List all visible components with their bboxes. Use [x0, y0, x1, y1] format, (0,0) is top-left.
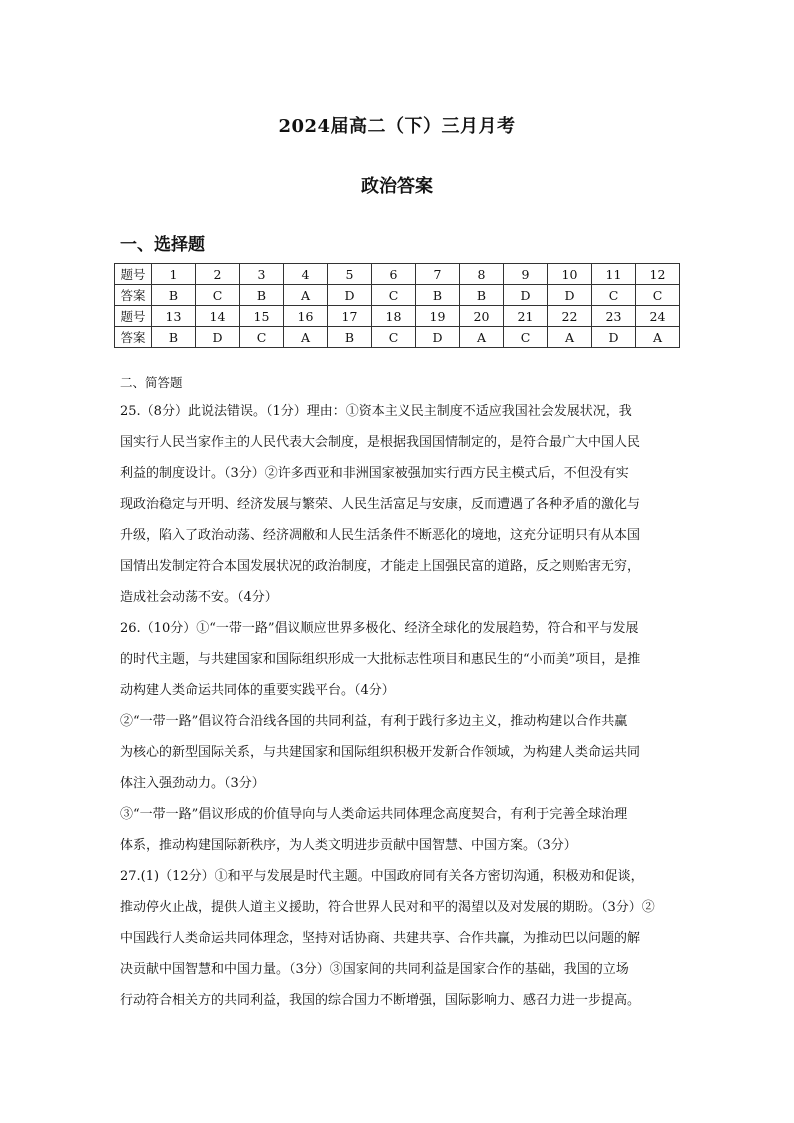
text-line: 升级，陷入了政治动荡、经济凋敝和人民生活条件不断恶化的境地，这充分证明只有从本国 [120, 528, 641, 543]
text-line: 体系，推动构建国际新秩序，为人类文明进步贡献中国智慧、中国方案。（3分） [120, 838, 577, 853]
table-cell: 13 [152, 306, 196, 327]
table-cell: C [372, 285, 416, 306]
table-cell: D [416, 327, 460, 348]
text-line: ③“一带一路”倡议形成的价值导向与人类命运共同体理念高度契合，有利于完善全球治理 [120, 807, 628, 822]
answer-table [114, 263, 680, 348]
text-line: 中国践行人类命运共同体理念，坚持对话协商、共建共享、合作共赢，为推动巴以问题的解 [120, 931, 641, 946]
table-cell: 6 [372, 264, 416, 285]
text-line: 为核心的新型国际关系，与共建国家和国际组织积极开发新合作领域，为构建人类命运共同 [120, 745, 641, 760]
text-line: 现政治稳定与开明、经济发展与繁荣、人民生活富足与安康，反而遭遇了各种矛盾的激化与 [120, 497, 641, 512]
table-cell: A [460, 327, 504, 348]
table-cell: B [416, 285, 460, 306]
row-header: 答案 [115, 285, 152, 306]
table-cell: D [328, 285, 372, 306]
table-cell: 8 [460, 264, 504, 285]
table-cell: 23 [592, 306, 636, 327]
text-line: 行动符合相关方的共同利益，我国的综合国力不断增强，国际影响力、感召力进一步提高。 [120, 993, 641, 1008]
table-cell: B [460, 285, 504, 306]
text-line: 推动停火止战，提供人道主义援助，符合世界人民对和平的渴望以及对发展的期盼。（3分）② [120, 900, 655, 915]
table-cell: A [548, 327, 592, 348]
table-cell: 11 [592, 264, 636, 285]
table-cell: A [636, 327, 680, 348]
text-line: 27.(1)（12分）①和平与发展是时代主题。中国政府同有关各方密切沟通，积极劝和促谈， [120, 869, 644, 884]
row-header: 题号 [115, 264, 152, 285]
text-line: 25.（8分）此说法错误。（1分）理由：①资本主义民主制度不适应我国社会发展状况，我 [120, 404, 632, 419]
table-cell: D [592, 327, 636, 348]
table-cell: 1 [152, 264, 196, 285]
text-line: 的时代主题，与共建国家和国际组织形成一大批标志性项目和惠民生的“小而美”项目，是推 [120, 652, 641, 667]
row-header: 题号 [115, 306, 152, 327]
table-cell: 15 [240, 306, 284, 327]
table-cell: C [372, 327, 416, 348]
table-cell: C [504, 327, 548, 348]
table-cell: 4 [284, 264, 328, 285]
table-cell: 17 [328, 306, 372, 327]
section-heading-short-answer: 二、简答题 [120, 375, 183, 390]
table-cell: C [240, 327, 284, 348]
table-cell: C [636, 285, 680, 306]
text-line: 造成社会动荡不安。（4分） [120, 590, 278, 605]
table-cell: 20 [460, 306, 504, 327]
text-line: 体注入强劲动力。（3分） [120, 776, 265, 791]
table-cell: D [548, 285, 592, 306]
answer-table-row [115, 306, 680, 327]
text-line: 利益的制度设计。（3分）②许多西亚和非洲国家被强加实行西方民主模式后，不但没有实 [120, 466, 629, 481]
text-line: 国情出发制定符合本国发展状况的政治制度，才能走上国强民富的道路，反之则贻害无穷， [120, 559, 641, 574]
table-cell: 12 [636, 264, 680, 285]
text-line: 决贡献中国智慧和中国力量。（3分）③国家间的共同利益是国家合作的基础，我国的立场 [120, 962, 629, 977]
table-cell: B [152, 285, 196, 306]
answer-table-row [115, 264, 680, 285]
answer-table-row [115, 327, 680, 348]
table-cell: B [152, 327, 196, 348]
table-cell: 2 [196, 264, 240, 285]
table-cell: 9 [504, 264, 548, 285]
table-cell: B [240, 285, 284, 306]
table-cell: 10 [548, 264, 592, 285]
table-cell: 21 [504, 306, 548, 327]
table-cell: 5 [328, 264, 372, 285]
text-line: 动构建人类命运共同体的重要实践平台。（4分） [120, 683, 395, 698]
text-line: 国实行人民当家作主的人民代表大会制度，是根据我国国情制定的，是符合最广大中国人民 [120, 435, 641, 450]
text-line: ②“一带一路”倡议符合沿线各国的共同利益，有利于践行多边主义，推动构建以合作共赢 [120, 714, 628, 729]
table-cell: 18 [372, 306, 416, 327]
table-cell: 16 [284, 306, 328, 327]
table-cell: 7 [416, 264, 460, 285]
table-cell: C [196, 285, 240, 306]
table-cell: 3 [240, 264, 284, 285]
table-cell: B [328, 327, 372, 348]
table-cell: D [504, 285, 548, 306]
answer-table-row [115, 285, 680, 306]
table-cell: 22 [548, 306, 592, 327]
text-line: 26.（10分）①“一带一路”倡议顺应世界多极化、经济全球化的发展趋势，符合和平与发展 [120, 621, 639, 636]
answer-text [120, 396, 690, 1016]
table-cell: A [284, 285, 328, 306]
table-cell: 24 [636, 306, 680, 327]
table-cell: A [284, 327, 328, 348]
row-header: 答案 [115, 327, 152, 348]
table-cell: D [196, 327, 240, 348]
table-cell: C [592, 285, 636, 306]
document-title: 2024届高二（下）三月月考 [278, 116, 516, 137]
table-cell: 19 [416, 306, 460, 327]
document-subtitle: 政治答案 [361, 176, 433, 197]
section-heading-choice: 一、选择题 [120, 235, 205, 255]
table-cell: 14 [196, 306, 240, 327]
